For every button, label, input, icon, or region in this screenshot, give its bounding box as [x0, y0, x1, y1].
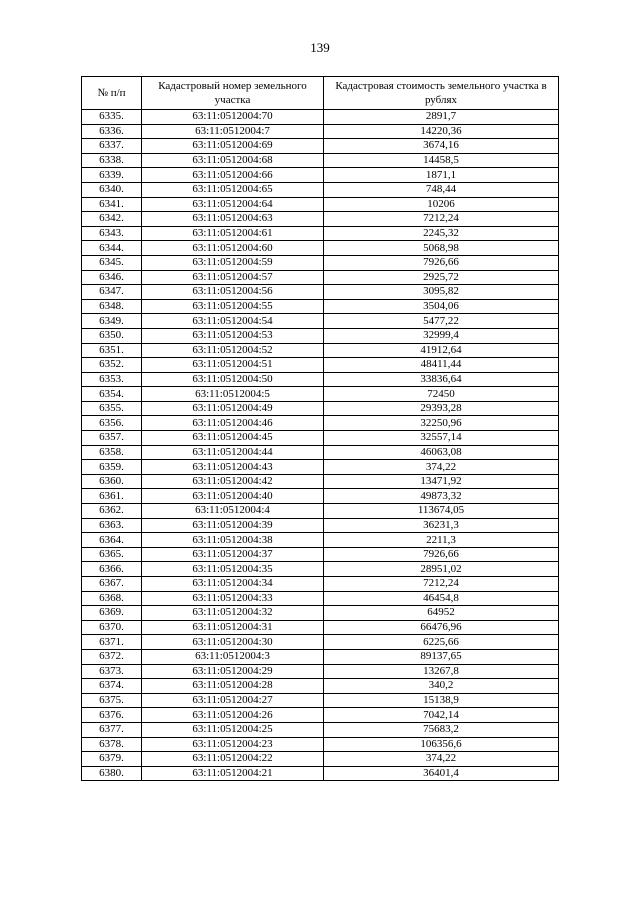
- cadastral-number-cell: 63:11:0512004:35: [142, 562, 324, 577]
- cadastral-cost-cell: 32999,4: [324, 328, 559, 343]
- cadastral-number-cell: 63:11:0512004:4: [142, 504, 324, 519]
- row-number-cell: 6370.: [82, 620, 142, 635]
- cadastral-cost-cell: 14220,36: [324, 124, 559, 139]
- cadastral-cost-cell: 10206: [324, 197, 559, 212]
- table-row: [82, 110, 559, 125]
- row-number-cell: 6360.: [82, 474, 142, 489]
- row-number-cell: 6346.: [82, 270, 142, 285]
- cadastral-cost-cell: 3674,16: [324, 139, 559, 154]
- cadastral-cost-cell: 5477,22: [324, 314, 559, 329]
- cadastral-cost-cell: 7212,24: [324, 577, 559, 592]
- cadastral-number-cell: 63:11:0512004:3: [142, 649, 324, 664]
- table-row: [82, 591, 559, 606]
- table-row: [82, 270, 559, 285]
- row-number-cell: 6351.: [82, 343, 142, 358]
- row-number-cell: 6357.: [82, 431, 142, 446]
- cadastral-number-cell: 63:11:0512004:60: [142, 241, 324, 256]
- table-row: [82, 737, 559, 752]
- row-number-cell: 6371.: [82, 635, 142, 650]
- row-number-cell: 6336.: [82, 124, 142, 139]
- cadastral-cost-cell: 2211,3: [324, 533, 559, 548]
- cadastral-number-cell: 63:11:0512004:61: [142, 226, 324, 241]
- page-number: 139: [310, 40, 330, 55]
- cadastral-number-cell: 63:11:0512004:32: [142, 606, 324, 621]
- row-number-cell: 6349.: [82, 314, 142, 329]
- cadastral-cost-cell: 32250,96: [324, 416, 559, 431]
- row-number-cell: 6341.: [82, 197, 142, 212]
- row-number-cell: 6352.: [82, 358, 142, 373]
- row-number-cell: 6339.: [82, 168, 142, 183]
- cadastral-number-cell: 63:11:0512004:54: [142, 314, 324, 329]
- row-number-cell: 6364.: [82, 533, 142, 548]
- table-row: [82, 416, 559, 431]
- row-number-cell: 6379.: [82, 752, 142, 767]
- table-row: [82, 139, 559, 154]
- table-row: [82, 168, 559, 183]
- table-row: [82, 197, 559, 212]
- cadastral-cost-cell: 340,2: [324, 679, 559, 694]
- table-row: [82, 255, 559, 270]
- cadastral-number-cell: 63:11:0512004:38: [142, 533, 324, 548]
- cadastral-number-cell: 63:11:0512004:45: [142, 431, 324, 446]
- cadastral-number-cell: 63:11:0512004:37: [142, 547, 324, 562]
- row-number-cell: 6359.: [82, 460, 142, 475]
- cadastral-cost-cell: 13267,8: [324, 664, 559, 679]
- cadastral-cost-cell: 3504,06: [324, 299, 559, 314]
- cadastral-cost-cell: 7926,66: [324, 255, 559, 270]
- table-row: [82, 562, 559, 577]
- table-row: [82, 766, 559, 781]
- table-row: [82, 431, 559, 446]
- cadastral-cost-cell: 75683,2: [324, 722, 559, 737]
- cadastral-cost-cell: 41912,64: [324, 343, 559, 358]
- row-number-cell: 6369.: [82, 606, 142, 621]
- table-row: [82, 722, 559, 737]
- table-row: [82, 649, 559, 664]
- table-row: [82, 445, 559, 460]
- cadastral-number-cell: 63:11:0512004:34: [142, 577, 324, 592]
- cadastral-number-cell: 63:11:0512004:30: [142, 635, 324, 650]
- table-row: [82, 299, 559, 314]
- table-row: [82, 679, 559, 694]
- row-number-cell: 6368.: [82, 591, 142, 606]
- row-number-cell: 6367.: [82, 577, 142, 592]
- cadastral-number-cell: 63:11:0512004:68: [142, 153, 324, 168]
- cadastral-number-cell: 63:11:0512004:42: [142, 474, 324, 489]
- row-number-cell: 6373.: [82, 664, 142, 679]
- row-number-cell: 6340.: [82, 182, 142, 197]
- cadastral-cost-cell: 106356,6: [324, 737, 559, 752]
- cadastral-cost-cell: 72450: [324, 387, 559, 402]
- row-number-cell: 6377.: [82, 722, 142, 737]
- table-row: [82, 358, 559, 373]
- row-number-cell: 6337.: [82, 139, 142, 154]
- row-number-cell: 6355.: [82, 401, 142, 416]
- table-row: [82, 518, 559, 533]
- table-row: [82, 620, 559, 635]
- table-row: [82, 504, 559, 519]
- cadastral-number-cell: 63:11:0512004:64: [142, 197, 324, 212]
- row-number-cell: 6350.: [82, 328, 142, 343]
- cadastral-cost-cell: 49873,32: [324, 489, 559, 504]
- header-row-number: № п/п: [82, 77, 142, 110]
- row-number-cell: 6348.: [82, 299, 142, 314]
- table-row: [82, 460, 559, 475]
- table-row: [82, 241, 559, 256]
- cadastral-number-cell: 63:11:0512004:66: [142, 168, 324, 183]
- row-number-cell: 6376.: [82, 708, 142, 723]
- cadastral-cost-cell: 2925,72: [324, 270, 559, 285]
- cadastral-cost-cell: 15138,9: [324, 693, 559, 708]
- cadastral-number-cell: 63:11:0512004:22: [142, 752, 324, 767]
- cadastral-number-cell: 63:11:0512004:43: [142, 460, 324, 475]
- cadastral-number-cell: 63:11:0512004:65: [142, 182, 324, 197]
- cadastral-cost-cell: 89137,65: [324, 649, 559, 664]
- cadastral-number-cell: 63:11:0512004:29: [142, 664, 324, 679]
- header-cadastral-number: Кадастровый номер земельного участка: [142, 77, 324, 110]
- cadastral-cost-cell: 1871,1: [324, 168, 559, 183]
- cadastral-number-cell: 63:11:0512004:51: [142, 358, 324, 373]
- cadastral-cost-cell: 36401,4: [324, 766, 559, 781]
- cadastral-number-cell: 63:11:0512004:39: [142, 518, 324, 533]
- row-number-cell: 6365.: [82, 547, 142, 562]
- cadastral-number-cell: 63:11:0512004:46: [142, 416, 324, 431]
- table-row: [82, 387, 559, 402]
- cadastral-number-cell: 63:11:0512004:57: [142, 270, 324, 285]
- row-number-cell: 6342.: [82, 212, 142, 227]
- row-number-cell: 6353.: [82, 372, 142, 387]
- cadastral-cost-cell: 36231,3: [324, 518, 559, 533]
- cadastral-number-cell: 63:11:0512004:50: [142, 372, 324, 387]
- row-number-cell: 6375.: [82, 693, 142, 708]
- table-body: [82, 110, 559, 781]
- table-row: [82, 124, 559, 139]
- cadastral-cost-cell: 374,22: [324, 460, 559, 475]
- cadastral-cost-cell: 14458,5: [324, 153, 559, 168]
- row-number-cell: 6363.: [82, 518, 142, 533]
- cadastral-cost-cell: 374,22: [324, 752, 559, 767]
- cadastral-number-cell: 63:11:0512004:52: [142, 343, 324, 358]
- table-row: [82, 212, 559, 227]
- cadastral-number-cell: 63:11:0512004:23: [142, 737, 324, 752]
- cadastral-cost-cell: 3095,82: [324, 285, 559, 300]
- cadastral-cost-cell: 6225,66: [324, 635, 559, 650]
- cadastral-number-cell: 63:11:0512004:49: [142, 401, 324, 416]
- cadastral-number-cell: 63:11:0512004:25: [142, 722, 324, 737]
- cadastral-number-cell: 63:11:0512004:53: [142, 328, 324, 343]
- row-number-cell: 6378.: [82, 737, 142, 752]
- cadastral-cost-cell: 748,44: [324, 182, 559, 197]
- cadastral-number-cell: 63:11:0512004:21: [142, 766, 324, 781]
- cadastral-number-cell: 63:11:0512004:31: [142, 620, 324, 635]
- table-row: [82, 401, 559, 416]
- cadastral-number-cell: 63:11:0512004:26: [142, 708, 324, 723]
- cadastral-cost-cell: 28951,02: [324, 562, 559, 577]
- cadastral-number-cell: 63:11:0512004:7: [142, 124, 324, 139]
- table-row: [82, 693, 559, 708]
- cadastral-cost-cell: 2891,7: [324, 110, 559, 125]
- row-number-cell: 6362.: [82, 504, 142, 519]
- row-number-cell: 6356.: [82, 416, 142, 431]
- cadastral-cost-cell: 33836,64: [324, 372, 559, 387]
- table-row: [82, 489, 559, 504]
- header-cadastral-cost: Кадастровая стоимость земельного участка в рублях: [324, 77, 559, 110]
- row-number-cell: 6343.: [82, 226, 142, 241]
- row-number-cell: 6354.: [82, 387, 142, 402]
- table-row: [82, 635, 559, 650]
- cadastral-cost-cell: 2245,32: [324, 226, 559, 241]
- row-number-cell: 6361.: [82, 489, 142, 504]
- table-row: [82, 285, 559, 300]
- row-number-cell: 6366.: [82, 562, 142, 577]
- row-number-cell: 6380.: [82, 766, 142, 781]
- table-row: [82, 708, 559, 723]
- cadastral-number-cell: 63:11:0512004:33: [142, 591, 324, 606]
- cadastral-cost-cell: 66476,96: [324, 620, 559, 635]
- cadastral-cost-cell: 64952: [324, 606, 559, 621]
- row-number-cell: 6344.: [82, 241, 142, 256]
- cadastral-cost-cell: 46454,8: [324, 591, 559, 606]
- table-row: [82, 664, 559, 679]
- cadastral-cost-cell: 48411,44: [324, 358, 559, 373]
- cadastral-number-cell: 63:11:0512004:55: [142, 299, 324, 314]
- table-header: [82, 77, 559, 110]
- cadastral-cost-cell: 7926,66: [324, 547, 559, 562]
- table-row: [82, 533, 559, 548]
- cadastral-number-cell: 63:11:0512004:63: [142, 212, 324, 227]
- cadastral-cost-cell: 7042,14: [324, 708, 559, 723]
- row-number-cell: 6335.: [82, 110, 142, 125]
- table-row: [82, 182, 559, 197]
- table-row: [82, 752, 559, 767]
- table-row: [82, 343, 559, 358]
- cadastral-cost-cell: 5068,98: [324, 241, 559, 256]
- cadastral-cost-cell: 29393,28: [324, 401, 559, 416]
- table-row: [82, 372, 559, 387]
- cadastral-number-cell: 63:11:0512004:28: [142, 679, 324, 694]
- cadastral-number-cell: 63:11:0512004:70: [142, 110, 324, 125]
- cadastral-cost-cell: 46063,08: [324, 445, 559, 460]
- row-number-cell: 6374.: [82, 679, 142, 694]
- table-row: [82, 314, 559, 329]
- cadastral-number-cell: 63:11:0512004:44: [142, 445, 324, 460]
- row-number-cell: 6338.: [82, 153, 142, 168]
- table-row: [82, 606, 559, 621]
- table-row: [82, 153, 559, 168]
- table-row: [82, 328, 559, 343]
- cadastral-cost-cell: 32557,14: [324, 431, 559, 446]
- table-row: [82, 226, 559, 241]
- table-row: [82, 577, 559, 592]
- row-number-cell: 6372.: [82, 649, 142, 664]
- cadastral-number-cell: 63:11:0512004:5: [142, 387, 324, 402]
- row-number-cell: 6345.: [82, 255, 142, 270]
- table-row: [82, 547, 559, 562]
- cadastral-number-cell: 63:11:0512004:56: [142, 285, 324, 300]
- cadastral-cost-cell: 7212,24: [324, 212, 559, 227]
- cadastral-number-cell: 63:11:0512004:69: [142, 139, 324, 154]
- cadastral-cost-cell: 113674,05: [324, 504, 559, 519]
- cadastral-number-cell: 63:11:0512004:59: [142, 255, 324, 270]
- row-number-cell: 6358.: [82, 445, 142, 460]
- cadastral-value-table: [81, 76, 559, 781]
- table-row: [82, 474, 559, 489]
- row-number-cell: 6347.: [82, 285, 142, 300]
- cadastral-number-cell: 63:11:0512004:40: [142, 489, 324, 504]
- cadastral-number-cell: 63:11:0512004:27: [142, 693, 324, 708]
- cadastral-cost-cell: 13471,92: [324, 474, 559, 489]
- header-row: [82, 77, 559, 110]
